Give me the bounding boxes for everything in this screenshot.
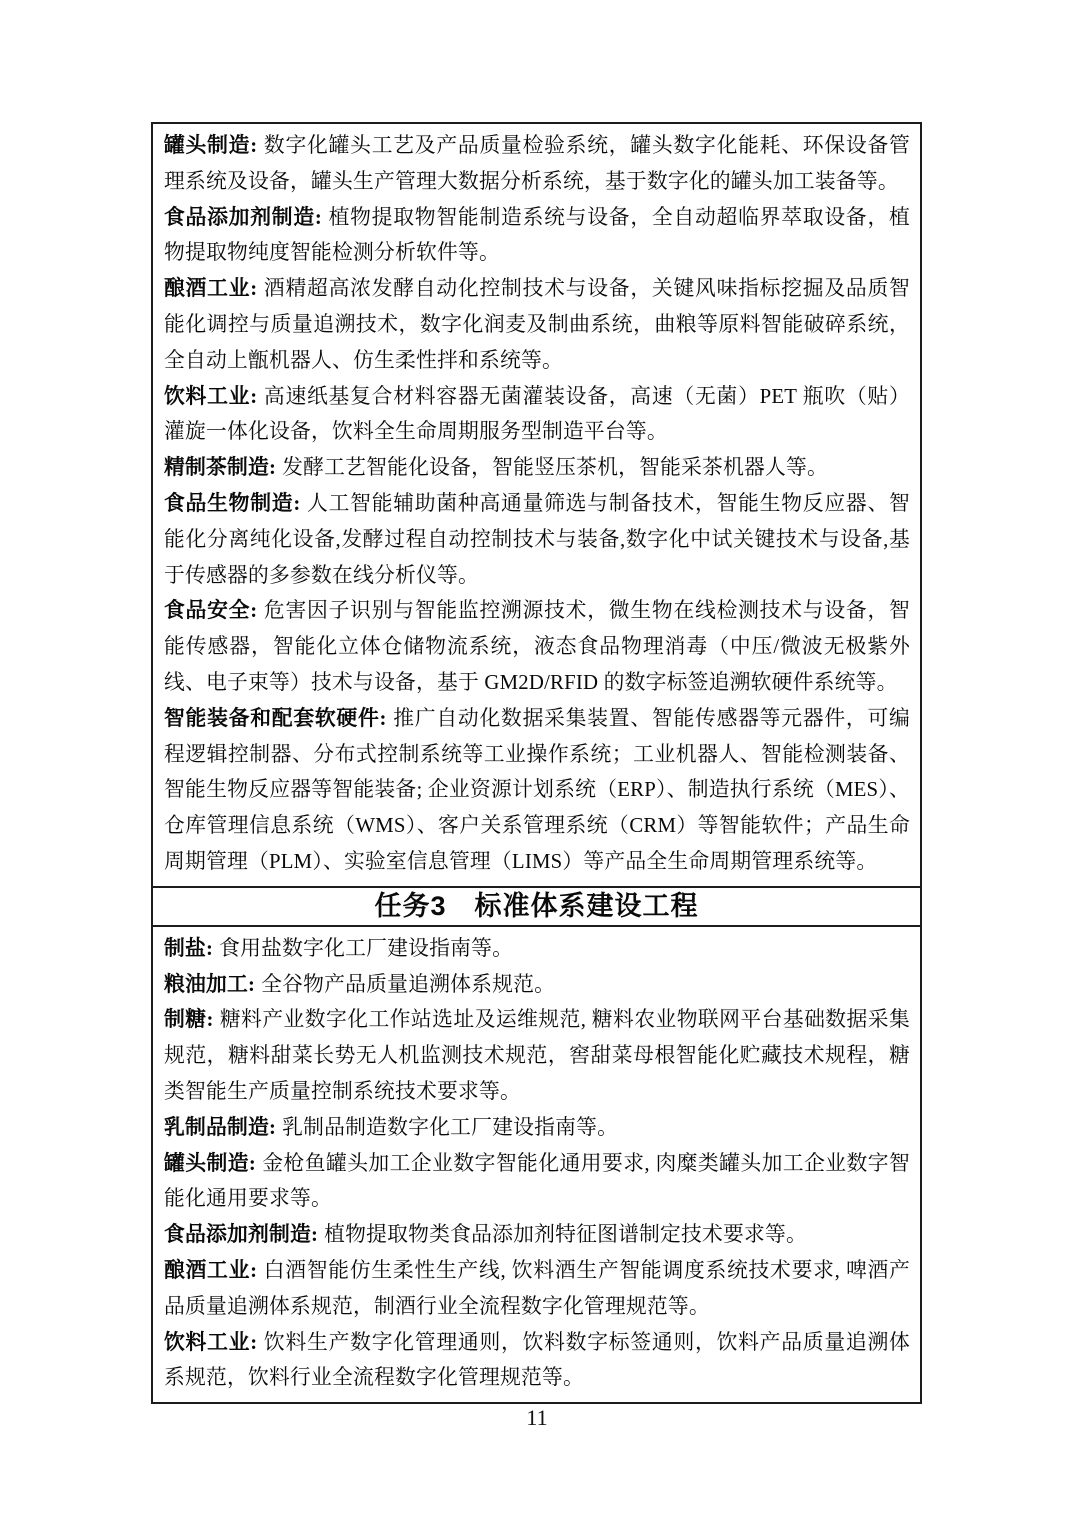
industry-text: 植物提取物智能制造系统与设备，全自动超临界萃取设备，植物提取物纯度智能检测分析软件等。 bbox=[164, 205, 910, 265]
industry-label: 乳制品制造: bbox=[164, 1115, 277, 1139]
industry-label: 食品添加剂制造: bbox=[164, 1223, 319, 1247]
industry-paragraph bbox=[164, 1217, 910, 1253]
industry-text: 酒精超高浓发酵自动化控制技术与设备，关键风味指标挖掘及品质智能化调控与质量追溯技术，数字化润麦及制曲系统，曲粮等原料智能破碎系统，全自动上甑机器人、仿生柔性拌和系统等。 bbox=[164, 277, 910, 372]
industry-label: 制糖: bbox=[164, 1008, 214, 1032]
industry-label: 精制茶制造: bbox=[164, 456, 277, 480]
industry-label: 饮料工业: bbox=[164, 1330, 258, 1354]
industry-text: 数字化罐头工艺及产品质量检验系统，罐头数字化能耗、环保设备管理系统及设备，罐头生产管理大数据分析系统，基于数字化的罐头加工装备等。 bbox=[164, 134, 910, 193]
industry-text: 高速纸基复合材料容器无菌灌装设备，高速（无菌）PET 瓶吹（贴）灌旋一体化设备，饮料全生命周期服务型制造平台等。 bbox=[164, 384, 910, 444]
section-header-task3: 任务3 标准体系建设工程 bbox=[153, 886, 920, 927]
industry-paragraph bbox=[164, 1325, 910, 1397]
industry-paragraph bbox=[164, 1110, 910, 1146]
table-section-top bbox=[153, 124, 920, 886]
industry-text: 全谷物产品质量追溯体系规范。 bbox=[261, 972, 556, 996]
industry-paragraph bbox=[164, 967, 910, 1003]
industry-paragraph bbox=[164, 200, 910, 272]
industry-text: 饮料生产数字化管理通则，饮料数字标签通则，饮料产品质量追溯体系规范，饮料行业全流程数字化管理规范等。 bbox=[164, 1330, 910, 1390]
industry-text: 人工智能辅助菌种高通量筛选与制备技术，智能生物反应器、智能化分离纯化设备,发酵过程自动控制技术与装备,数字化中试关键技术与设备,基于传感器的多参数在线分析仪等。 bbox=[164, 491, 910, 587]
industry-paragraph bbox=[164, 1146, 910, 1218]
industry-paragraph bbox=[164, 931, 910, 967]
industry-label: 饮料工业: bbox=[164, 384, 258, 408]
industry-text: 危害因子识别与智能监控溯源技术，微生物在线检测技术与设备，智能传感器，智能化立体仓储物流系统，液态食品物理消毒（中压/微波无极紫外线、电子束等）技术与设备，基于 GM2D/RFID 的数字标签追溯软硬件系统等。 bbox=[164, 599, 910, 694]
industry-paragraph bbox=[164, 450, 910, 486]
industry-paragraph bbox=[164, 1253, 910, 1325]
industry-paragraph bbox=[164, 486, 910, 593]
industry-label: 食品安全: bbox=[164, 599, 258, 623]
industry-paragraph bbox=[164, 271, 910, 378]
industry-text: 推广自动化数据采集装置、智能传感器等元器件，可编程逻辑控制器、分布式控制系统等工业操作系统；工业机器人、智能检测装备、智能生物反应器等智能装备; 企业资源计划系统（ERP）、制造执行系统（MES）、仓库管理信息系统（WMS）、客户关系管理系统（CRM）等智能软件；产品生命周期管理（PLM）、实验室信息管理（LIMS）等产品全生命周期管理系统等。 bbox=[164, 706, 911, 873]
industry-text: 发酵工艺智能化设备，智能竖压茶机，智能采茶机器人等。 bbox=[282, 456, 829, 480]
industry-paragraph bbox=[164, 1002, 910, 1109]
industry-text: 植物提取物类食品添加剂特征图谱制定技术要求等。 bbox=[324, 1223, 808, 1247]
industry-label: 食品添加剂制造: bbox=[164, 205, 323, 229]
industry-label: 酿酒工业: bbox=[164, 1258, 258, 1282]
industry-text: 糖料产业数字化工作站选址及运维规范, 糖料农业物联网平台基础数据采集规范，糖料甜菜长势无人机监测技术规范，窖甜菜母根智能化贮藏技术规程，糖类智能生产质量控制系统技术要求等。 bbox=[164, 1008, 910, 1103]
industry-label: 罐头制造: bbox=[164, 134, 258, 157]
industry-label: 酿酒工业: bbox=[164, 277, 258, 301]
industry-label: 罐头制造: bbox=[164, 1151, 257, 1175]
industry-paragraph bbox=[164, 593, 910, 700]
industry-paragraph bbox=[164, 128, 910, 200]
industry-label: 智能装备和配套软硬件: bbox=[164, 706, 387, 730]
industry-text: 白酒智能仿生柔性生产线, 饮料酒生产智能调度系统技术要求, 啤酒产品质量追溯体系规范，制酒行业全流程数字化管理规范等。 bbox=[164, 1258, 910, 1318]
industry-label: 制盐: bbox=[164, 936, 214, 960]
page-number: 11 bbox=[526, 1405, 548, 1430]
industry-text: 食用盐数字化工厂建设指南等。 bbox=[219, 936, 514, 960]
industry-label: 粮油加工: bbox=[164, 972, 256, 996]
plan-table bbox=[151, 122, 922, 1404]
industry-label: 食品生物制造: bbox=[164, 491, 301, 515]
industry-text: 乳制品制造数字化工厂建设指南等。 bbox=[282, 1115, 619, 1139]
industry-paragraph bbox=[164, 379, 910, 451]
industry-text: 金枪鱼罐头加工企业数字智能化通用要求, 肉糜类罐头加工企业数字智能化通用要求等。 bbox=[164, 1151, 910, 1211]
industry-paragraph bbox=[164, 701, 910, 880]
table-section-bottom bbox=[153, 927, 920, 1402]
